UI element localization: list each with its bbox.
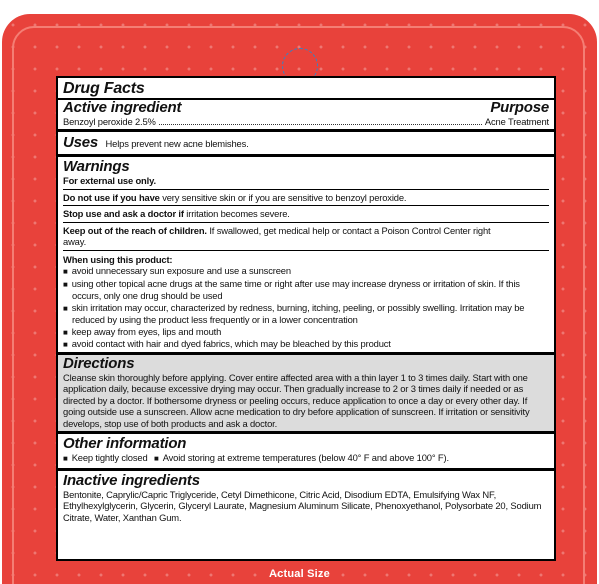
keep-out-label: Keep out of the reach of children.	[63, 224, 207, 236]
when-using-section	[58, 251, 554, 352]
when-using-bullet: ■ using other topical acne drugs at the same time or right after use may increase dryness or irritation of skin. If this occurs, only one drug should be used	[63, 278, 549, 302]
inactive-ingredients-heading: Inactive ingredients	[63, 471, 200, 489]
when-using-heading: When using this product:	[63, 253, 173, 265]
active-ingredient-section	[58, 100, 554, 129]
other-information-item: ■ Avoid storing at extreme temperatures (below 40° F and above 100° F).	[154, 452, 449, 463]
stop-use-text: irritation becomes severe.	[186, 208, 290, 219]
external-use-warning: For external use only.	[63, 175, 156, 186]
uses-section	[58, 132, 554, 154]
uses-heading: Uses	[63, 134, 99, 151]
drug-facts-panel	[56, 76, 556, 561]
do-not-use-text: very sensitive skin or if you are sensitive to benzoyl peroxide.	[162, 191, 407, 203]
when-using-bullet: ■ skin irritation may occur, characterized by redness, burning, itching, peeling, or possibly swelling. Irritation may be reduced by using the product less frequently or in a lower concentration	[63, 302, 549, 326]
do-not-use-warning	[58, 190, 554, 206]
active-ingredient-heading: Active ingredient	[63, 99, 182, 116]
keep-out-text: If swallowed, get medical help or contact a Poison Control Center right away.	[63, 224, 491, 247]
when-using-bullet: ■ avoid unnecessary sun exposure and use a sunscreen	[63, 265, 549, 278]
directions-heading: Directions	[63, 354, 135, 372]
uses-text: Helps prevent new acne blemishes.	[105, 138, 249, 149]
directions-text: Cleanse skin thoroughly before applying. Cover entire affected area with a thin layer 1 to 3 times daily. Start with one application daily, because excessive drying may occur. Then gradually increase to 2 or 3 times daily if needed or as directed by a doctor. If bothersome dryness or peeling occurs, reduce application to once a day or every other day. If going outside use a sunscreen. Allow acne medication to dry before application of sunscreen. If irritation or sensitivity develops, stop use of both products and ask a doctor.	[63, 371, 530, 429]
inactive-ingredients-text: Bentonite, Caprylic/Capric Triglyceride, Cetyl Dimethicone, Citric Acid, Disodium EDTA, Emulsifying Wax NF, Ethylhexylglycerin, Glycerin, Glyceryl Laurate, Magnesium Aluminum Silicate, Phenoxyethanol, Polysorbate 20, Sodium Citrate, Water, Xanthan Gum.	[63, 488, 542, 523]
when-using-bullet: ■ keep away from eyes, lips and mouth	[63, 326, 549, 339]
stop-use-warning	[58, 206, 554, 222]
other-information-heading: Other information	[63, 435, 187, 452]
warnings-section	[58, 157, 554, 189]
active-ingredient-name: Benzoyl peroxide 2.5%	[63, 116, 156, 127]
do-not-use-label: Do not use if you have	[63, 191, 160, 203]
keep-out-warning	[58, 223, 554, 250]
inactive-ingredients-section	[58, 471, 554, 524]
when-using-bullet: ■ avoid contact with hair and dyed fabrics, which may be bleached by this product	[63, 338, 549, 351]
drug-facts-title: Drug Facts	[63, 80, 145, 97]
drug-facts-title-section	[58, 78, 554, 98]
warnings-heading: Warnings	[63, 158, 130, 175]
purpose-heading: Purpose	[490, 99, 549, 116]
other-information-item: ■ Keep tightly closed	[63, 452, 148, 463]
active-ingredient-purpose: Acne Treatment	[484, 116, 549, 127]
stop-use-label: Stop use and ask a doctor if	[63, 208, 184, 219]
leader-dots	[159, 124, 482, 125]
directions-section	[58, 355, 554, 432]
actual-size-label: Actual Size	[269, 568, 330, 580]
other-information-section	[58, 434, 554, 468]
